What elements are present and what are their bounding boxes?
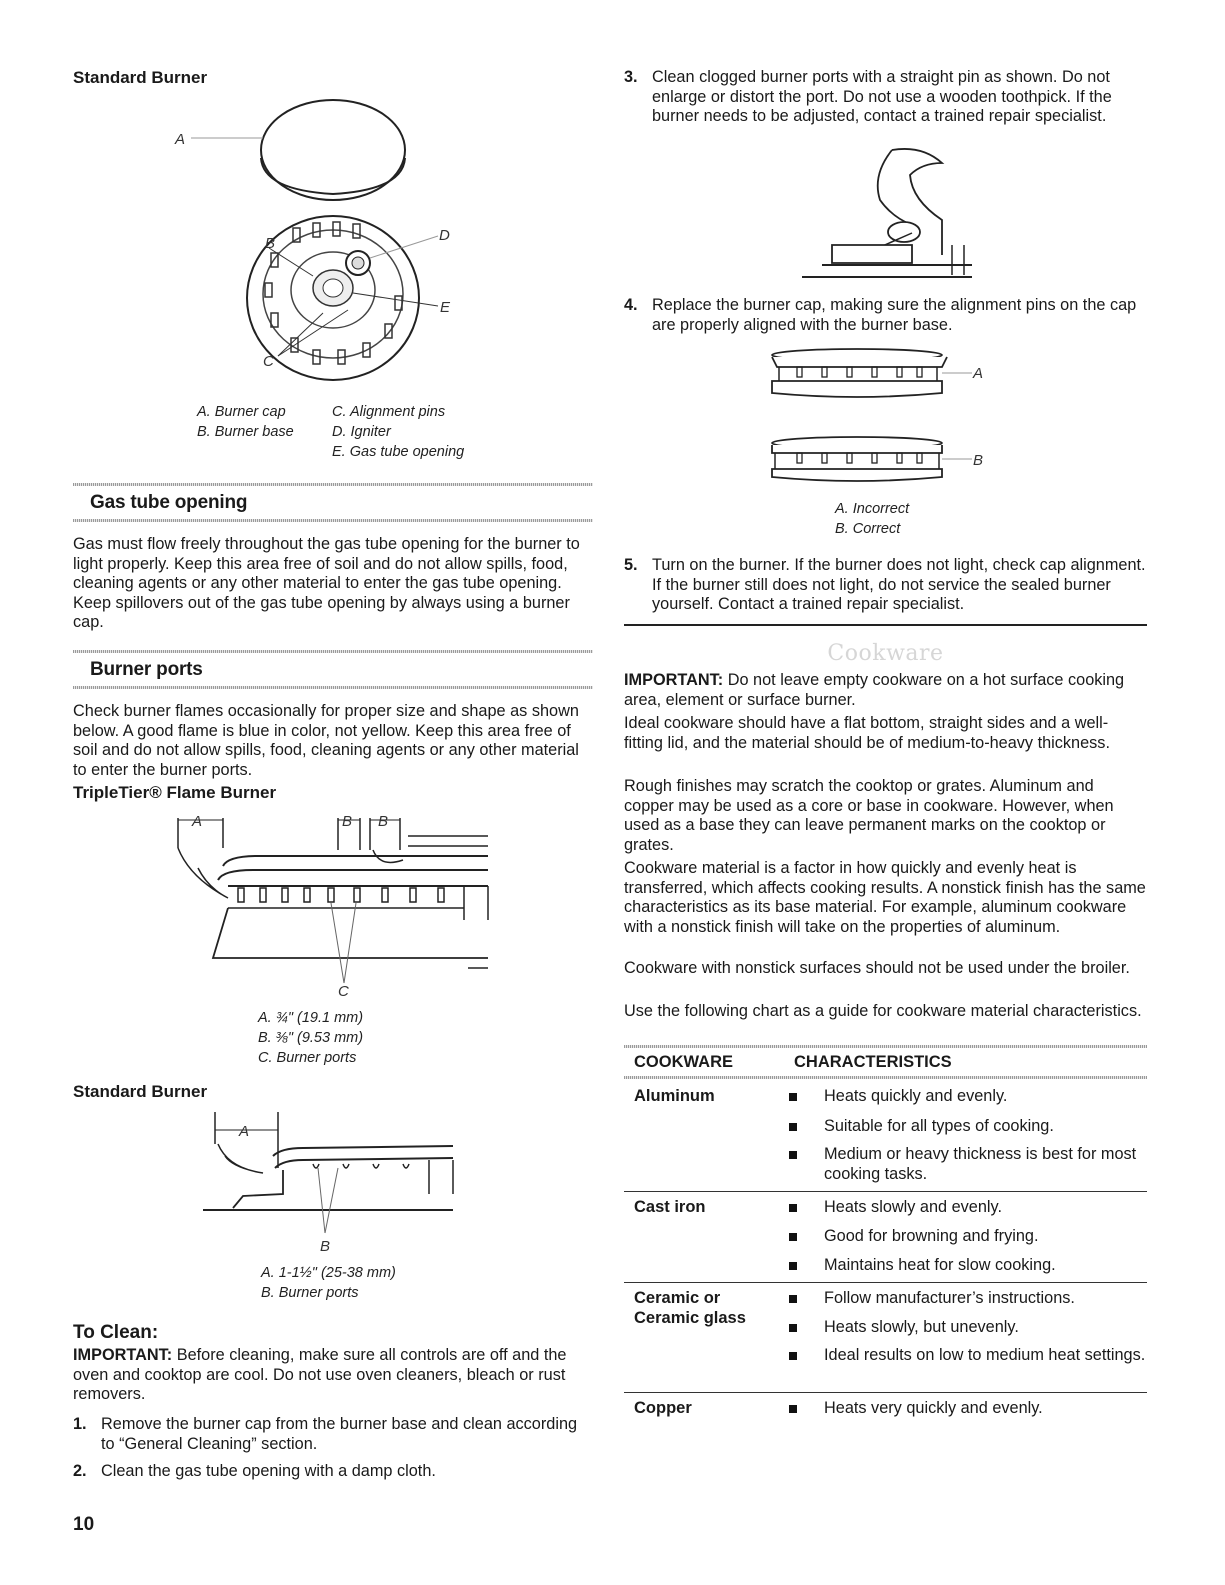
- caption-igniter: D. Igniter: [332, 424, 391, 440]
- caption-std2-burner-ports: B. Burner ports: [261, 1285, 359, 1301]
- step-4: 4. Replace the burner cap, making sure the alignment pins on the cap are properly aligned with the burner base.: [624, 296, 1137, 334]
- cookware-para-3: Cookware material is a factor in how quickly and evenly heat is transferred, which affects cooking results. A nonstick finish has the same characteristics as its base material. For example, aluminum cookware with a nonstick finish will take on the properties of aluminum.: [624, 859, 1146, 936]
- row-name-copper: Copper: [634, 1399, 692, 1417]
- important-text: Before cleaning, make sure all controls are off and the oven and cooktop are cool. Do not use oven cleaners, bleach or rust removers.: [73, 1346, 567, 1403]
- burner-exploded-figure: [173, 98, 503, 388]
- cookware-para-2: Rough finishes may scratch the cooktop or grates. Aluminum and copper may be used as a core or base in cookware. However, when used as a base they can leave permanent marks on the cooktop or grates.: [624, 777, 1114, 854]
- to-clean-important: [73, 1346, 593, 1405]
- important-label: IMPORTANT:: [73, 1346, 173, 1364]
- caption-three-eighths-inch: B. ⅜" (9.53 mm): [258, 1030, 364, 1046]
- cap-label-a: A: [973, 365, 984, 382]
- ceramic-item-3: Ideal results on low to medium heat settings.: [789, 1346, 1149, 1366]
- caption-gas-tube-opening: E. Gas tube opening: [332, 444, 465, 460]
- clean-step-2: 2. Clean the gas tube opening with a damp cloth.: [73, 1462, 436, 1480]
- step-3: 3. Clean clogged burner ports with a straight pin as shown. Do not enlarge or distort the port. Do not use a wooden toothpick. If the burner needs to be adjusted, contact a trained repair specialist.: [624, 68, 1112, 125]
- std2-label-a: A: [239, 1123, 250, 1140]
- caption-one-to-one-and-half-inch: A. 1-1½" (25-38 mm): [261, 1265, 396, 1281]
- cap-caption: [835, 499, 909, 539]
- burner-ports-section-header: [73, 650, 593, 688]
- page-number: 10: [73, 1514, 95, 1535]
- caption-burner-ports: C. Burner ports: [258, 1050, 357, 1066]
- caption-burner-base: B. Burner base: [197, 424, 294, 440]
- aluminum-item-2: Suitable for all types of cooking.: [789, 1117, 1149, 1137]
- standard-burner-heading: Standard Burner: [73, 68, 208, 87]
- ceramic-item-2: Heats slowly, but unevenly.: [789, 1318, 1149, 1338]
- burner-label-c: C: [263, 353, 274, 370]
- cookware-para-5: Use the following chart as a guide for cookware material characteristics.: [624, 1002, 1142, 1020]
- table-header-characteristics: CHARACTERISTICS: [794, 1053, 952, 1071]
- standard-burner-heading-2: Standard Burner: [73, 1082, 208, 1101]
- ceramic-item-1: Follow manufacturer’s instructions.: [789, 1289, 1149, 1309]
- copper-item-1: Heats very quickly and evenly.: [789, 1399, 1149, 1419]
- burner-label-b: B: [265, 235, 276, 252]
- tripletier-caption: [258, 1008, 363, 1068]
- aluminum-item-3: Medium or heavy thickness is best for most cooking tasks.: [789, 1145, 1149, 1184]
- cookware-important-text: Do not leave empty cookware on a hot surface cooking area, element or surface burner.: [624, 671, 1125, 709]
- table-top-rule: [624, 1045, 1147, 1048]
- step-5: 5. Turn on the burner. If the burner does not light, check cap alignment. If the burner still does not light, do not service the sealed burner yourself. Contact a trained repair specialist.: [624, 556, 1146, 613]
- cookware-divider: [624, 624, 1147, 626]
- burner-ports-paragraph: Check burner flames occasionally for proper size and shape as shown below. A good flame is blue in color, not yellow. Keep this area free of soil and do not allow spills, food, cleaning agents or any other material to enter the burner ports.: [73, 702, 579, 779]
- tripletier-burner-figure: [168, 808, 498, 998]
- burner-label-a: A: [175, 131, 186, 148]
- cast-iron-item-2: Good for browning and frying.: [789, 1227, 1149, 1247]
- row-divider: [624, 1191, 1147, 1192]
- row-divider: [624, 1282, 1147, 1283]
- tripletier-label-c: C: [338, 983, 349, 998]
- aluminum-item-1: Heats quickly and evenly.: [789, 1087, 1149, 1107]
- burner-caption-col1: [197, 402, 294, 442]
- cast-iron-item-1: Heats slowly and evenly.: [789, 1198, 1149, 1218]
- table-header-cookware: COOKWARE: [634, 1053, 733, 1071]
- cap-alignment-figure: [767, 345, 1007, 495]
- cast-iron-item-3: Maintains heat for slow cooking.: [789, 1256, 1149, 1276]
- to-clean-heading: To Clean:: [73, 1322, 159, 1343]
- burner-ports-title: Burner ports: [90, 659, 203, 680]
- cookware-para-4: Cookware with nonstick surfaces should not be used under the broiler.: [624, 959, 1130, 977]
- std2-label-b: B: [320, 1238, 331, 1255]
- gas-tube-title: Gas tube opening: [90, 492, 248, 513]
- gas-tube-paragraph: Gas must flow freely throughout the gas tube opening for the burner to light properly. Keep this area free of soil and do not allow spills, food, cleaning agents or any other material to enter the gas tube opening. Keep spillovers out of the gas tube opening by always using a burner cap.: [73, 535, 580, 631]
- caption-incorrect: A. Incorrect: [835, 501, 910, 517]
- cookware-important: [624, 671, 1147, 710]
- tripletier-heading: TripleTier® Flame Burner: [73, 783, 277, 802]
- caption-burner-cap: A. Burner cap: [197, 404, 286, 420]
- tripletier-label-a: A: [192, 813, 203, 830]
- caption-correct: B. Correct: [835, 521, 901, 537]
- gas-tube-section-header: [73, 483, 593, 521]
- std2-caption: [261, 1263, 396, 1303]
- pin-cleaning-figure: [792, 145, 992, 285]
- caption-alignment-pins: C. Alignment pins: [332, 404, 446, 420]
- caption-three-quarter-inch: A. ¾" (19.1 mm): [258, 1010, 364, 1026]
- cap-label-b: B: [973, 452, 984, 469]
- tripletier-label-b1: B: [342, 813, 353, 830]
- row-name-ceramic: Ceramic or Ceramic glass: [634, 1289, 746, 1327]
- cookware-important-label: IMPORTANT:: [624, 671, 724, 689]
- burner-label-e: E: [440, 299, 451, 316]
- row-divider: [624, 1392, 1147, 1393]
- table-header-rule: [624, 1076, 1147, 1079]
- cookware-para-1: Ideal cookware should have a flat bottom, straight sides and a well-fitting lid, and the material should be of medium-to-heavy thickness.: [624, 714, 1110, 752]
- standard-burner-flame-figure: [203, 1108, 463, 1258]
- tripletier-label-b2: B: [378, 813, 389, 830]
- burner-label-d: D: [439, 227, 450, 244]
- row-name-cast-iron: Cast iron: [634, 1198, 706, 1216]
- row-name-aluminum: Aluminum: [634, 1087, 715, 1105]
- cookware-title: Cookware: [827, 641, 944, 666]
- burner-caption-col2: [332, 402, 464, 462]
- clean-step-1: 1. Remove the burner cap from the burner base and clean according to “General Cleaning” section.: [73, 1415, 578, 1453]
